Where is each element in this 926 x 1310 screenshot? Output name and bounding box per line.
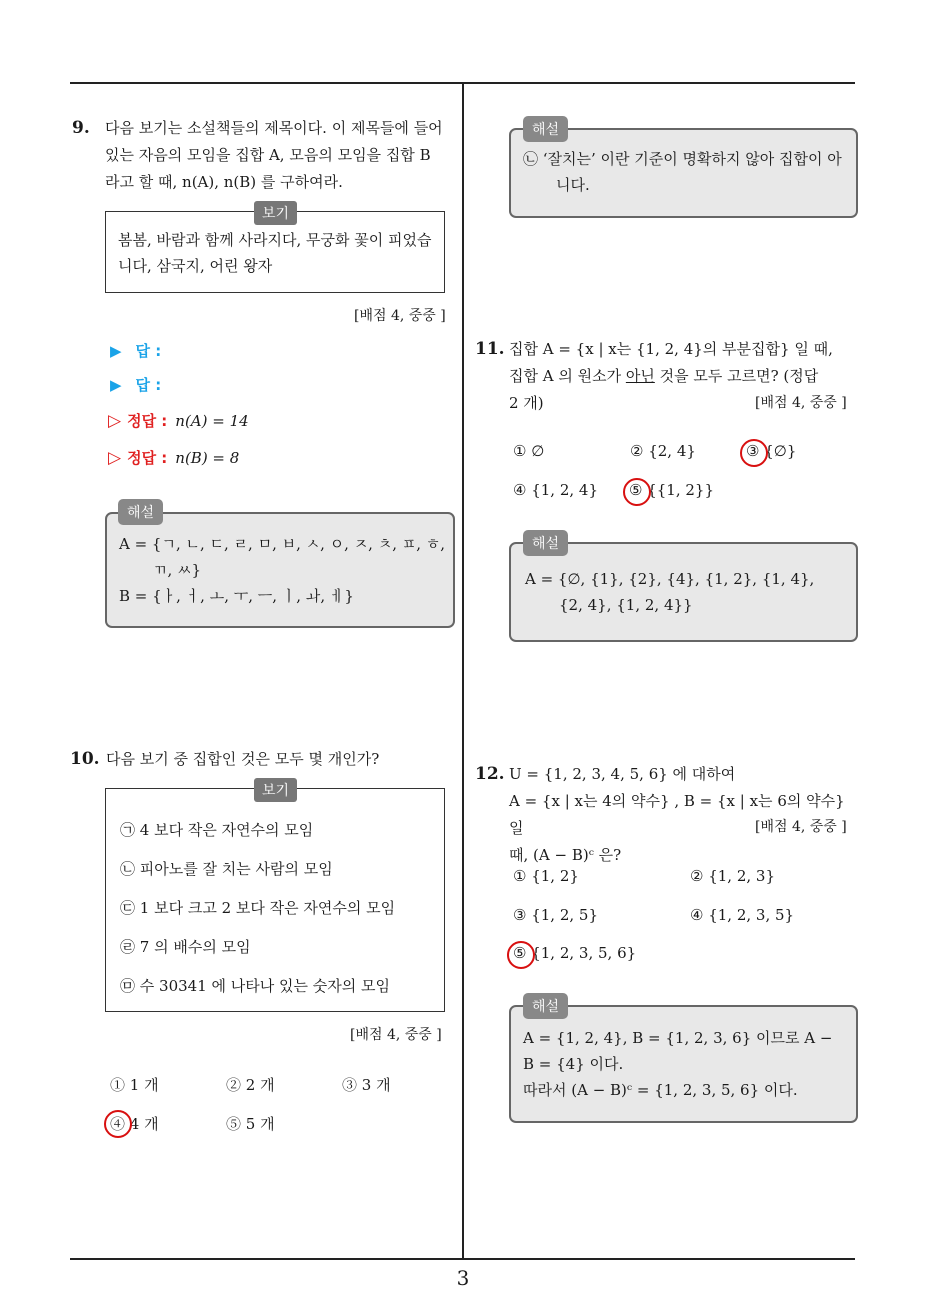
question-line: U = {1, 2, 3, 4, 5, 6} 에 대하여 — [509, 765, 736, 783]
answer-label: 답 : — [135, 342, 162, 360]
explanation-tag: 해설 — [118, 499, 163, 525]
explanation-line: B = {4} 이다. — [523, 1055, 624, 1073]
question-line: 2 개) — [509, 394, 544, 412]
explanation-line: {2, 4}, {1, 2, 4}} — [559, 596, 693, 614]
choice-3[interactable]: ③ {∅} — [746, 442, 797, 460]
example-line: 니다, 삼국지, 어린 왕자 — [118, 257, 273, 275]
question-text: 다음 보기 중 집합인 것은 모두 몇 개인가? — [106, 750, 380, 768]
page-number: 3 — [456, 1266, 470, 1290]
column-divider — [462, 84, 464, 1259]
answer-row[interactable] — [110, 340, 161, 361]
answer-row[interactable] — [110, 374, 161, 395]
choice-1[interactable]: ① 1 개 — [110, 1076, 159, 1094]
choice-5[interactable]: ⑤ 5 개 — [226, 1115, 275, 1133]
choice-1[interactable]: ① ∅ — [513, 442, 545, 460]
choice-3[interactable]: ③ 3 개 — [342, 1076, 391, 1094]
correct-answer-row — [108, 410, 249, 431]
question-line: 있는 자음의 모임을 집합 A, 모음의 모임을 집합 B — [105, 146, 431, 164]
question-line: A = {x | x는 4의 약수} , B = {x | x는 6의 약수} 일 — [509, 792, 845, 837]
explanation-line: 따라서 (A − B)ᶜ = {1, 2, 3, 5, 6} 이다. — [523, 1081, 798, 1099]
correct-label: 정답 : — [127, 449, 168, 467]
underlined-word: 아닌 — [625, 367, 655, 385]
score-label: [배점 4, 중중 ] — [755, 395, 847, 411]
explanation-line: B = {ㅏ, ㅓ, ㅗ, ㅜ, ㅡ, ㅣ, ㅘ, ㅔ} — [119, 587, 354, 605]
bottom-rule — [70, 1258, 855, 1260]
example-item: ㉡ 피아노를 잘 치는 사람의 모임 — [120, 860, 333, 878]
score-label: [배점 4, 중중 ] — [354, 308, 446, 324]
question-line: 집합 A 의 원소가 아닌 것을 모두 고르면? (정답 — [509, 367, 819, 385]
explanation-box — [509, 1005, 858, 1123]
explanation-tag: 해설 — [523, 993, 568, 1019]
choice-4[interactable]: ④ {1, 2, 3, 5} — [690, 906, 795, 924]
question-line: 때, (A − B)ᶜ 은? — [509, 846, 622, 864]
explanation-line: A = {ㄱ, ㄴ, ㄷ, ㄹ, ㅁ, ㅂ, ㅅ, ㅇ, ㅈ, ㅊ, ㅍ, ㅎ, — [119, 535, 446, 553]
selected-answer-circle-icon — [507, 941, 535, 969]
example-line: 봄봄, 바람과 함께 사라지다, 무궁화 꽃이 피었습 — [118, 231, 432, 249]
explanation-line: A = {1, 2, 4}, B = {1, 2, 3, 6} 이므로 A − — [523, 1029, 833, 1047]
explanation-line: 니다. — [556, 176, 590, 194]
choice-4[interactable]: ④ {1, 2, 4} — [513, 481, 599, 499]
choice-5[interactable]: ⑤ {{1, 2}} — [629, 481, 715, 499]
score-label: [배점 4, 중중 ] — [350, 1027, 442, 1043]
selected-answer-circle-icon — [623, 478, 651, 506]
play-icon: ▶ — [110, 341, 122, 360]
correct-label: 정답 : — [127, 412, 168, 430]
triangle-outline-icon: ▷ — [108, 410, 122, 431]
example-item: ㉢ 1 보다 크고 2 보다 작은 자연수의 모임 — [120, 899, 396, 917]
choice-4[interactable]: ④ 4 개 — [110, 1115, 159, 1133]
question-line: 다음 보기는 소설책들의 제목이다. 이 제목들에 들어 — [105, 119, 443, 137]
explanation-line: ㉡ ‘잘치는’ 이란 기준이 명확하지 않아 집합이 아 — [523, 150, 842, 168]
selected-answer-circle-icon — [740, 439, 768, 467]
question-number: 10. — [70, 749, 100, 769]
explanation-line: ㄲ, ㅆ} — [153, 561, 202, 579]
example-item: ㉣ 7 의 배수의 모임 — [120, 938, 251, 956]
explanation-box — [105, 512, 455, 628]
example-tag: 보기 — [254, 778, 297, 802]
question-text — [105, 115, 450, 196]
choice-2[interactable]: ② {2, 4} — [630, 442, 696, 460]
question-number: 9. — [72, 118, 90, 138]
correct-value: n(A) = 14 — [175, 411, 249, 430]
selected-answer-circle-icon — [104, 1110, 132, 1138]
explanation-tag: 해설 — [523, 530, 568, 556]
example-tag: 보기 — [254, 201, 297, 225]
example-box — [105, 788, 445, 1012]
explanation-box — [509, 542, 858, 642]
choice-1[interactable]: ① {1, 2} — [513, 867, 579, 885]
question-number: 12. — [475, 764, 505, 784]
question-line: 집합 A = {x | x는 {1, 2, 4}의 부분집합} 일 때, — [509, 340, 833, 358]
triangle-outline-icon: ▷ — [108, 447, 122, 468]
correct-answer-row — [108, 447, 239, 468]
question-line: 라고 할 때, n(A), n(B) 를 구하여라. — [105, 173, 343, 191]
explanation-line: A = {∅, {1}, {2}, {4}, {1, 2}, {1, 4}, — [525, 570, 815, 588]
play-icon: ▶ — [110, 375, 122, 394]
example-item: ㉤ 수 30341 에 나타나 있는 숫자의 모임 — [120, 977, 390, 995]
choice-3[interactable]: ③ {1, 2, 5} — [513, 906, 599, 924]
choice-2[interactable]: ② {1, 2, 3} — [690, 867, 776, 885]
choice-2[interactable]: ② 2 개 — [226, 1076, 275, 1094]
choice-5[interactable]: ⑤ {1, 2, 3, 5, 6} — [513, 944, 637, 962]
example-item: ㉠ 4 보다 작은 자연수의 모임 — [120, 821, 314, 839]
explanation-tag: 해설 — [523, 116, 568, 142]
answer-label: 답 : — [135, 376, 162, 394]
correct-value: n(B) = 8 — [175, 448, 240, 467]
question-text — [509, 761, 859, 869]
question-number: 11. — [475, 339, 505, 359]
score-label: [배점 4, 중중 ] — [755, 819, 847, 835]
